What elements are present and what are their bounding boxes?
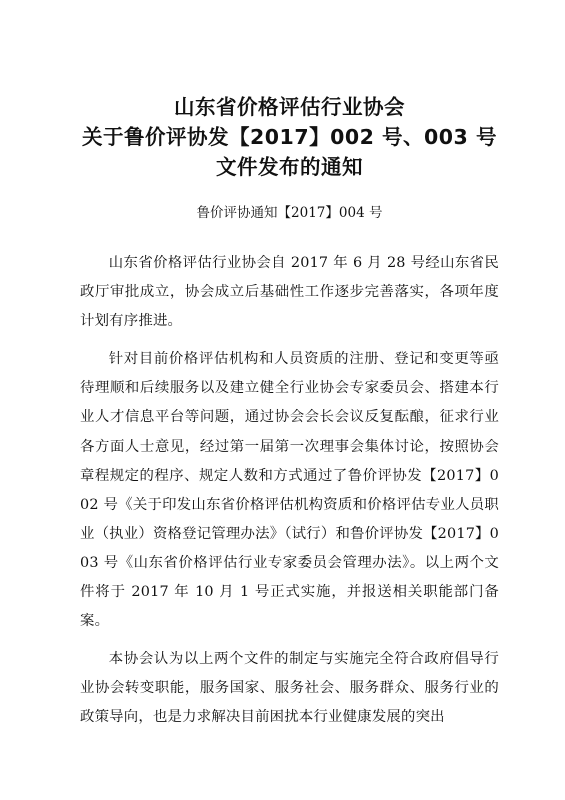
title-line-1: 山东省价格评估行业协会 — [174, 95, 405, 119]
document-title — [80, 92, 499, 182]
document-number: 鲁价评协通知【2017】004 号 — [196, 205, 383, 221]
title-line-2: 关于鲁价评协发【2017】002 号、003 号 — [82, 125, 497, 149]
paragraph-1: 山东省价格评估行业协会自 2017 年 6 月 28 号经山东省民政厅审批成立，协会成立后基础性工作逐步完善落实，各项年度计划有序推进。 — [80, 255, 499, 330]
paragraph-3: 本协会认为以上两个文件的制定与实施完全符合政府倡导行业协会转变职能，服务国家、服务社会、服务群众、服务行业的政策导向，也是力求解决目前困扰本行业健康发展的突出 — [80, 651, 499, 726]
paragraph-2: 针对目前价格评估机构和人员资质的注册、登记和变更等亟待理顺和后续服务以及建立健全行业协会专家委员会、搭建本行业人才信息平台等问题，通过协会会长会议反复酝酿，征求行业各方面人士意见，经过第一届第一次理事会集体讨论，按照协会章程规定的程序、规定人数和方式通过了鲁价评协发【2017】002 号《关于印发山东省价格评估机构资质和价格评估专业人员职业（执业）资格登记管理办法》（试行）和鲁价评协发【2017】003 号《山东省价格评估行业专家委员会管理办法》。以上两个文件将于 2017 年 10 月 1 号正式实施，并报送相关职能部门备案。 — [80, 351, 499, 630]
title-line-3: 文件发布的通知 — [216, 155, 363, 179]
